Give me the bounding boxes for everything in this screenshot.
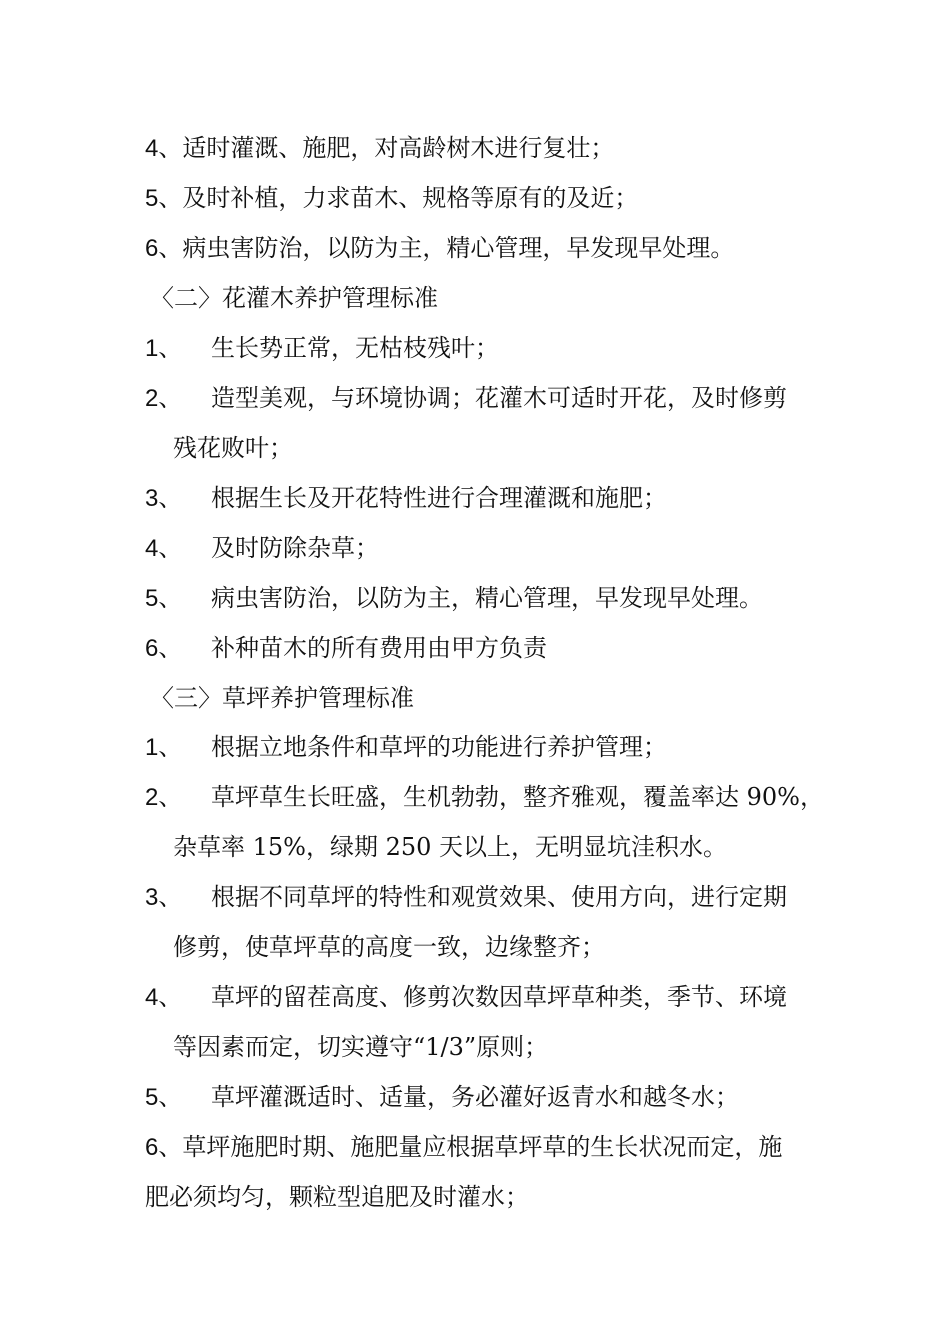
list-item <box>145 132 614 165</box>
item-number: 4、 <box>145 535 183 562</box>
item-continuation: 杂草率 15%，绿期 250 天以上，无明显坑洼积水。 <box>173 833 728 861</box>
item-text: 补种苗木的所有费用由甲方负责 <box>211 634 547 662</box>
item-number: 5、 <box>145 585 183 612</box>
item-number: 1、 <box>145 335 183 362</box>
item-text: 生长势正常，无枯枝残叶； <box>211 334 499 362</box>
item-text: 草坪灌溉适时、适量，务必灌好返青水和越冬水； <box>211 1083 739 1111</box>
item-number: 3、 <box>145 884 183 911</box>
item-text: 及时补植，力求苗木、规格等原有的及近； <box>182 184 639 212</box>
item-continuation: 修剪，使草坪草的高度一致，边缘整齐； <box>173 933 605 961</box>
item-number: 2、 <box>145 385 183 412</box>
item-text: 草坪的留茬高度、修剪次数因草坪草种类，季节、环境 <box>211 983 787 1011</box>
item-number: 1、 <box>145 734 183 761</box>
list-item <box>145 482 667 515</box>
item-text: 根据不同草坪的特性和观赏效果、使用方向，进行定期 <box>211 883 787 911</box>
list-item <box>145 731 667 764</box>
section-heading: 〈二〉花灌木养护管理标准 <box>150 284 438 312</box>
list-item <box>145 232 734 265</box>
item-continuation: 肥必须均匀，颗粒型追肥及时灌水； <box>145 1183 529 1211</box>
item-number: 4、 <box>145 135 183 162</box>
section-heading: 〈三〉草坪养护管理标准 <box>150 684 414 712</box>
item-text: 及时防除杂草； <box>211 534 379 562</box>
list-item <box>145 632 547 665</box>
item-continuation: 等因素而定，切实遵守“1/3”原则； <box>173 1033 549 1061</box>
item-number: 6、 <box>145 635 183 662</box>
item-text: 根据立地条件和草坪的功能进行养护管理； <box>211 733 667 761</box>
list-item <box>145 781 824 814</box>
item-text: 病虫害防治，以防为主，精心管理，早发现早处理。 <box>182 234 735 262</box>
list-item <box>145 182 638 215</box>
item-number: 5、 <box>145 185 183 212</box>
list-item <box>145 881 787 914</box>
list-item <box>145 532 379 565</box>
item-text: 适时灌溉、施肥，对高龄树木进行复壮； <box>182 134 615 162</box>
item-text: 病虫害防治，以防为主，精心管理，早发现早处理。 <box>211 584 763 612</box>
item-number: 5、 <box>145 1084 183 1111</box>
item-number: 6、 <box>145 235 183 262</box>
item-text: 草坪施肥时期、施肥量应根据草坪草的生长状况而定，施 <box>182 1133 783 1161</box>
list-item <box>145 582 763 615</box>
item-text: 造型美观，与环境协调；花灌木可适时开花，及时修剪 <box>211 384 787 412</box>
list-item <box>145 981 787 1014</box>
item-text: 草坪草生长旺盛，生机勃勃，整齐雅观，覆盖率达 90%， <box>211 783 824 811</box>
item-number: 6、 <box>145 1134 183 1161</box>
item-text: 根据生长及开花特性进行合理灌溉和施肥； <box>211 484 667 512</box>
list-item <box>145 1131 782 1164</box>
list-item <box>145 1081 739 1114</box>
list-item <box>145 332 499 365</box>
item-continuation: 残花败叶； <box>173 434 293 462</box>
item-number: 2、 <box>145 784 183 811</box>
list-item <box>145 382 787 415</box>
item-number: 3、 <box>145 485 183 512</box>
item-number: 4、 <box>145 984 183 1011</box>
